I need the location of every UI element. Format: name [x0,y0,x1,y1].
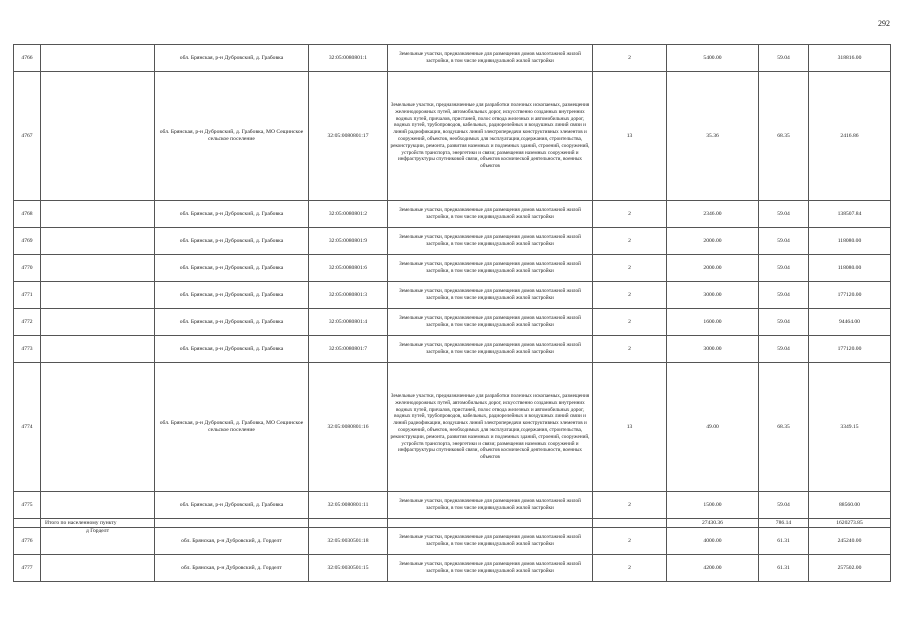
table-row [14,228,891,255]
address-cell: обл. Брянская, р-н Дубровский, д. Грабовка [155,255,309,282]
use-code: 2 [593,336,667,363]
empty-cell [41,336,155,363]
area-cell: 1500.00 [667,492,759,519]
value-cell: 88560.00 [809,492,891,519]
row-number: 4774 [14,363,41,492]
address-cell: обл. Брянская, р-н Дубровский, д. Грабовка, МО Сещинское сельское поселение [155,363,309,492]
area-cell: 1600.00 [667,309,759,336]
row-number: 4768 [14,201,41,228]
total-rate: 786.14 [759,519,809,528]
address-cell: обл. Брянская, р-н Дубровский, д. Грабовка, МО Сещинское сельское поселение [155,72,309,201]
land-use-description: Земельные участки, предназначенные для размещения домов малоэтажной жилой застройки, в том числе индивидуальной жилой застройки [388,282,593,309]
rate-cell: 59.04 [759,336,809,363]
empty-cell [41,492,155,519]
empty-cell [309,519,388,528]
address-cell: обл. Брянская, р-н Дубровский, д. Горделт [155,555,309,582]
rate-cell: 61.31 [759,528,809,555]
land-use-description: Земельные участки, предназначенные для размещения домов малоэтажной жилой застройки, в том числе индивидуальной жилой застройки [388,309,593,336]
rate-cell: 68.35 [759,72,809,201]
row-number: 4771 [14,282,41,309]
land-use-description: Земельные участки, предназначенные для размещения домов малоэтажной жилой застройки, в том числе индивидуальной жилой застройки [388,336,593,363]
use-code: 2 [593,228,667,255]
use-code: 2 [593,201,667,228]
value-cell: 118080.00 [809,228,891,255]
use-code: 2 [593,255,667,282]
cadastral-number: 32:05:0080801:7 [309,336,388,363]
value-cell: 318816.00 [809,45,891,72]
table-body [14,45,891,582]
empty-cell [593,519,667,528]
cadastral-number: 32:05:0080801:3 [309,282,388,309]
area-cell: 3000.00 [667,336,759,363]
rate-cell: 59.04 [759,309,809,336]
area-cell: 4200.00 [667,555,759,582]
empty-cell [41,255,155,282]
use-code: 2 [593,528,667,555]
row-number: 4769 [14,228,41,255]
row-number: 4773 [14,336,41,363]
table-row [14,528,891,555]
value-cell: 118080.00 [809,255,891,282]
land-use-description: Земельные участки, предназначенные для размещения домов малоэтажной жилой застройки, в том числе индивидуальной жилой застройки [388,228,593,255]
area-cell: 2000.00 [667,228,759,255]
cadastral-number: 32:05:0080801:17 [309,72,388,201]
empty-cell [41,282,155,309]
cadastral-number: 32:05:0080801:2 [309,201,388,228]
value-cell: 94464.00 [809,309,891,336]
land-parcel-table [13,44,891,582]
total-area: 27430.36 [667,519,759,528]
rate-cell: 59.04 [759,255,809,282]
cadastral-number: 32:05:0080801:16 [309,363,388,492]
total-value: 1620273.85 [809,519,891,528]
table-row [14,201,891,228]
value-cell: 2416.86 [809,72,891,201]
row-number: 4767 [14,72,41,201]
value-cell: 177120.00 [809,282,891,309]
empty-cell [155,519,309,528]
use-code: 2 [593,45,667,72]
address-cell: обл. Брянская, р-н Дубровский, д. Грабовка [155,45,309,72]
table-row [14,309,891,336]
land-use-description: Земельные участки, предназначенные для размещения домов малоэтажной жилой застройки, в том числе индивидуальной жилой застройки [388,255,593,282]
cadastral-number: 32:05:0080801:9 [309,228,388,255]
empty-cell [41,555,155,582]
address-cell: обл. Брянская, р-н Дубровский, д. Грабовка [155,336,309,363]
land-use-description: Земельные участки, предназначенные для размещения домов малоэтажной жилой застройки, в том числе индивидуальной жилой застройки [388,201,593,228]
rate-cell: 59.04 [759,492,809,519]
area-cell: 2000.00 [667,255,759,282]
rate-cell: 68.35 [759,363,809,492]
use-code: 2 [593,492,667,519]
empty-cell [14,519,41,528]
rate-cell: 59.04 [759,228,809,255]
value-cell: 3349.15 [809,363,891,492]
table-row [14,255,891,282]
cadastral-number: 32:05:0080801:6 [309,255,388,282]
use-code: 2 [593,282,667,309]
address-cell: обл. Брянская, р-н Дубровский, д. Грабовка [155,282,309,309]
table-row [14,555,891,582]
use-code: 2 [593,555,667,582]
row-number: 4766 [14,45,41,72]
table-row [14,282,891,309]
area-cell: 49.00 [667,363,759,492]
land-use-description: Земельные участки, предназначенные для размещения домов малоэтажной жилой застройки, в том числе индивидуальной жилой застройки [388,528,593,555]
land-use-description: Земельные участки, предназначенные для размещения домов малоэтажной жилой застройки, в том числе индивидуальной жилой застройки [388,492,593,519]
empty-cell [41,309,155,336]
land-use-description: Земельные участки, предназначенные для размещения домов малоэтажной жилой застройки, в том числе индивидуальной жилой застройки [388,555,593,582]
total-row [14,519,891,528]
cadastral-number: 32:05:0030501:15 [309,555,388,582]
land-use-description: Земельные участки, предназначенные для разработки полезных ископаемых, размещения железнодорожных путей, автомобильных дорог, искусственно созданных внутренних водных путей, причалов, пристаней, полос отвода железных и автомобильных дорог, водных путей, трубопроводов, кабельных, радиорелейных и воздушных линий связи и линий радиофикации, воздушных линий электропередачи конструктивных элементов и сооружений, объектов, необходимых для эксплуатации,содержания, строительства, реконструкции, ремонта, развития наземных и подземных зданий, строений, сооружений, устройств транспорта, энергетики и связи; размещения наземных сооружений и инфраструктуры спутниковой связи, объектов космической деятельности, военных объектов [388,363,593,492]
page-number: 292 [878,19,890,28]
cadastral-number: 32:05:0080801:1 [309,45,388,72]
use-code: 13 [593,72,667,201]
area-cell: 4000.00 [667,528,759,555]
value-cell: 245240.00 [809,528,891,555]
row-number: 4777 [14,555,41,582]
row-number: 4770 [14,255,41,282]
area-cell: 5400.00 [667,45,759,72]
use-code: 13 [593,363,667,492]
rate-cell: 61.31 [759,555,809,582]
empty-cell [41,45,155,72]
locality-name: д Горделт [41,528,155,555]
empty-cell [41,72,155,201]
table-row [14,363,891,492]
rate-cell: 59.04 [759,45,809,72]
value-cell: 177120.00 [809,336,891,363]
area-cell: 2346.00 [667,201,759,228]
address-cell: обл. Брянская, р-н Дубровский, д. Грабовка [155,228,309,255]
land-use-description: Земельные участки, предназначенные для размещения домов малоэтажной жилой застройки, в том числе индивидуальной жилой застройки [388,45,593,72]
empty-cell [41,363,155,492]
use-code: 2 [593,309,667,336]
address-cell: обл. Брянская, р-н Дубровский, д. Грабовка [155,309,309,336]
row-number: 4776 [14,528,41,555]
value-cell: 138507.84 [809,201,891,228]
rate-cell: 59.04 [759,282,809,309]
cadastral-number: 32:05:0080801:11 [309,492,388,519]
table-row [14,492,891,519]
address-cell: обл. Брянская, р-н Дубровский, д. Грабовка [155,492,309,519]
empty-cell [41,201,155,228]
address-cell: обл. Брянская, р-н Дубровский, д. Горделт [155,528,309,555]
area-cell: 35.36 [667,72,759,201]
value-cell: 257502.00 [809,555,891,582]
table-row [14,336,891,363]
cadastral-number: 32:05:0030501:18 [309,528,388,555]
table-row [14,72,891,201]
address-cell: обл. Брянская, р-н Дубровский, д. Грабовка [155,201,309,228]
table-row [14,45,891,72]
row-number: 4772 [14,309,41,336]
rate-cell: 59.04 [759,201,809,228]
row-number: 4775 [14,492,41,519]
land-use-description: Земельные участки, предназначенные для разработки полезных ископаемых, размещения железнодорожных путей, автомобильных дорог, искусственно созданных внутренних водных путей, причалов, пристаней, полос отвода железных и автомобильных дорог, водных путей, трубопроводов, кабельных, радиорелейных и воздушных линий связи и линий радиофикации, воздушных линий электропередачи конструктивных элементов и сооружений, объектов, необходимых для эксплуатации,содержания, строительства, реконструкции, ремонта, развития наземных и подземных зданий, строений, сооружений, устройств транспорта, энергетики и связи; размещения наземных сооружений и инфраструктуры спутниковой связи, объектов космической деятельности, военных объектов [388,72,593,201]
empty-cell [388,519,593,528]
empty-cell [41,228,155,255]
area-cell: 3000.00 [667,282,759,309]
cadastral-number: 32:05:0080801:4 [309,309,388,336]
total-label: Итого по населенному пункту [41,519,155,528]
